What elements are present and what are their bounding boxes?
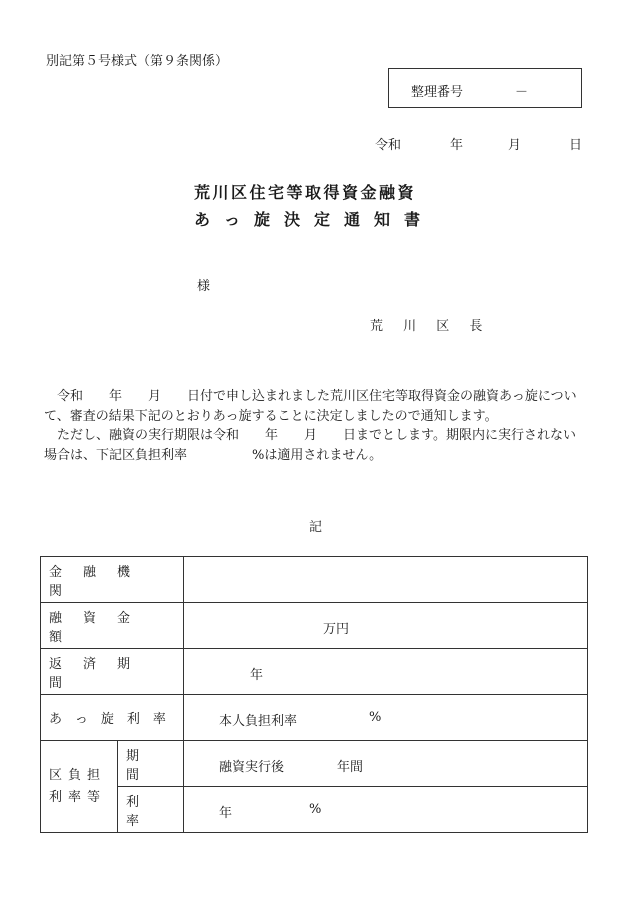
ward-burden-period-prefix: 融資実行後 <box>219 760 285 775</box>
issuer-name: 荒 川 区 長 <box>370 319 491 334</box>
financial-institution-label: 金融機関 <box>41 557 184 603</box>
date-year: 年 <box>450 138 464 153</box>
interest-rate-value <box>184 695 588 741</box>
date-day: 日 <box>569 138 583 153</box>
addressee-honorific: 様 <box>197 279 211 294</box>
repayment-period-label: 返済期間 <box>41 649 184 695</box>
reference-number-label: 整理番号 <box>411 85 464 100</box>
interest-rate-unit: % <box>369 710 382 725</box>
body-paragraph-2: ただし、融資の実行期限は令和 年 月 日までとします。期限内に実行されない場合は、下記区負担利率 %は適用されません。 <box>44 428 576 463</box>
ward-burden-rate-label: 利率 <box>118 787 184 833</box>
notification-body <box>44 387 584 465</box>
ward-burden-label: 区負担 利率等 <box>41 741 118 833</box>
document-title-line2: あ っ 旋 決 定 通 知 書 <box>194 210 421 229</box>
loan-amount-value <box>184 603 588 649</box>
table-row <box>41 557 588 603</box>
interest-rate-prefix: 本人負担利率 <box>219 714 298 729</box>
ward-burden-period-label: 期間 <box>118 741 184 787</box>
repayment-period-value <box>184 649 588 695</box>
loan-amount-label: 融資金額 <box>41 603 184 649</box>
ward-burden-rate-prefix: 年 <box>219 806 233 821</box>
loan-detail-table <box>40 556 588 833</box>
body-paragraph-1: 令和 年 月 日付で申し込まれました荒川区住宅等取得資金の融資あっ旋について、審査の結果下記のとおりあっ旋することに決定しましたので通知します。 <box>44 389 577 424</box>
ki-heading: 記 <box>309 520 323 535</box>
financial-institution-value <box>184 557 588 603</box>
ward-burden-period-unit: 年間 <box>337 760 364 775</box>
reference-number-dash: － <box>515 85 529 100</box>
table-row <box>41 695 588 741</box>
loan-amount-unit: 万円 <box>323 622 350 637</box>
form-number-label: 別記第５号様式（第９条関係） <box>46 54 229 69</box>
table-row <box>41 603 588 649</box>
ward-burden-period-value <box>184 741 588 787</box>
repayment-period-unit: 年 <box>250 668 264 683</box>
table-row <box>41 787 588 833</box>
reference-number-box <box>388 68 582 108</box>
ward-burden-rate-unit: % <box>309 802 322 817</box>
date-era: 令和 <box>375 138 402 153</box>
date-month: 月 <box>508 138 522 153</box>
interest-rate-label: あっ旋利率 <box>41 695 184 741</box>
table-row <box>41 649 588 695</box>
document-title-line1: 荒川区住宅等取得資金融資 <box>194 183 417 202</box>
table-row <box>41 741 588 787</box>
ward-burden-rate-value <box>184 787 588 833</box>
